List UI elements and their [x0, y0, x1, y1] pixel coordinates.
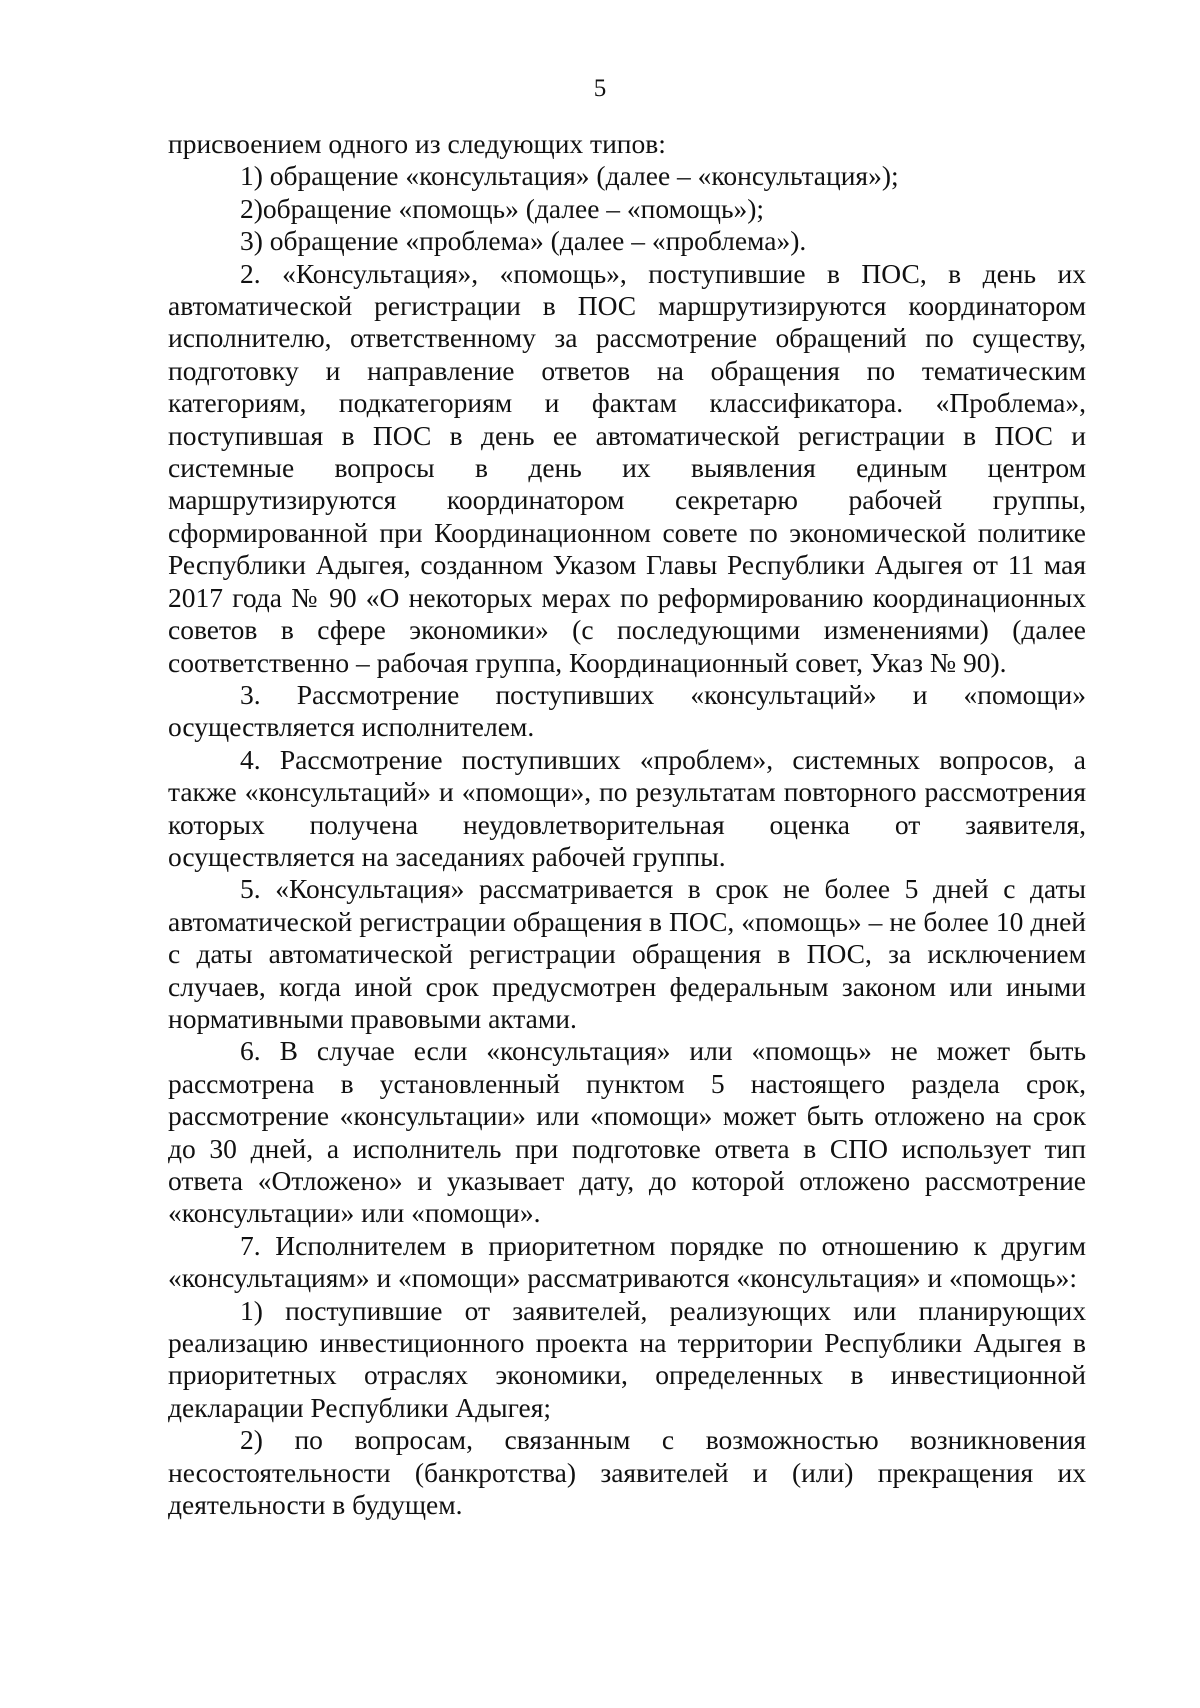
list-item-problem: 3) обращение «проблема» (далее – «проблема»). — [240, 225, 807, 257]
document-body — [168, 128, 1086, 1521]
paragraph-7: 7. Исполнителем в приоритетном порядке по отношению к другим «консультациям» и «помощи» рассматриваются «консультация» и «помощь»: — [168, 1229, 1086, 1294]
paragraph-7-item-1: 1) поступившие от заявителей, реализующих или планирующих реализацию инвестиционного проекта на территории Республики Адыгея в приоритетных отраслях экономики, определенных в инвестиционной декларации Республики Адыгея; — [168, 1294, 1086, 1423]
list-item-help: 2)обращение «помощь» (далее – «помощь»); — [240, 192, 765, 224]
paragraph-3: 3. Рассмотрение поступивших «консультаций» и «помощи» осуществляется исполнителем. — [168, 678, 1086, 743]
paragraph-5: 5. «Консультация» рассматривается в срок не более 5 дней с даты автоматической регистрации обращения в ПОС, «помощь» – не более 10 дней с даты автоматической регистрации обращения в ПОС, за исключением случаев, когда иной срок предусмотрен федеральным законом или иными нормативными правовыми актами. — [168, 873, 1086, 1034]
paragraph-6: 6. В случае если «консультация» или «помощь» не может быть рассмотрена в установленный пунктом 5 настоящего раздела срок, рассмотрение «консультации» или «помощи» может быть отложено на срок до 30 дней, а исполнитель при подготовке ответа в СПО использует тип ответа «Отложено» и указывает дату, до которой отложено рассмотрение «консультации» или «помощи». — [168, 1035, 1086, 1229]
paragraph-intro: присвоением одного из следующих типов: — [168, 128, 666, 159]
paragraph-2: 2. «Консультация», «помощь», поступившие в ПОС, в день их автоматической регистрации в ПОС маршрутизируются координатором исполнителю, ответственному за рассмотрение обращений по существу, подготовку и направление ответов на обращения по тематическим категориям, подкатегориям и фактам классификатора. «Проблема», поступившая в ПОС в день ее автоматической регистрации в ПОС и системные вопросы в день их выявления единым центром маршрутизируются координатором секретарю рабочей группы, сформированной при Координационном совете по экономической политике Республики Адыгея, созданном Указом Главы Республики Адыгея от 11 мая 2017 года № 90 «О некоторых мерах по реформированию координационных советов в сфере экономики» (с последующими изменениями) (далее соответственно – рабочая группа, Координационный совет, Указ № 90). — [168, 257, 1086, 678]
list-item-consultation: 1) обращение «консультация» (далее – «консультация»); — [240, 160, 899, 192]
paragraph-7-item-2: 2) по вопросам, связанным с возможностью возникновения несостоятельности (банкротства) заявителей и (или) прекращения их деятельности в будущем. — [168, 1424, 1086, 1521]
page-number: 5 — [593, 75, 607, 102]
paragraph-4: 4. Рассмотрение поступивших «проблем», системных вопросов, а также «консультаций» и «помощи», по результатам повторного рассмотрения которых получена неудовлетворительная оценка от заявителя, осуществляется на заседаниях рабочей группы. — [168, 743, 1086, 872]
